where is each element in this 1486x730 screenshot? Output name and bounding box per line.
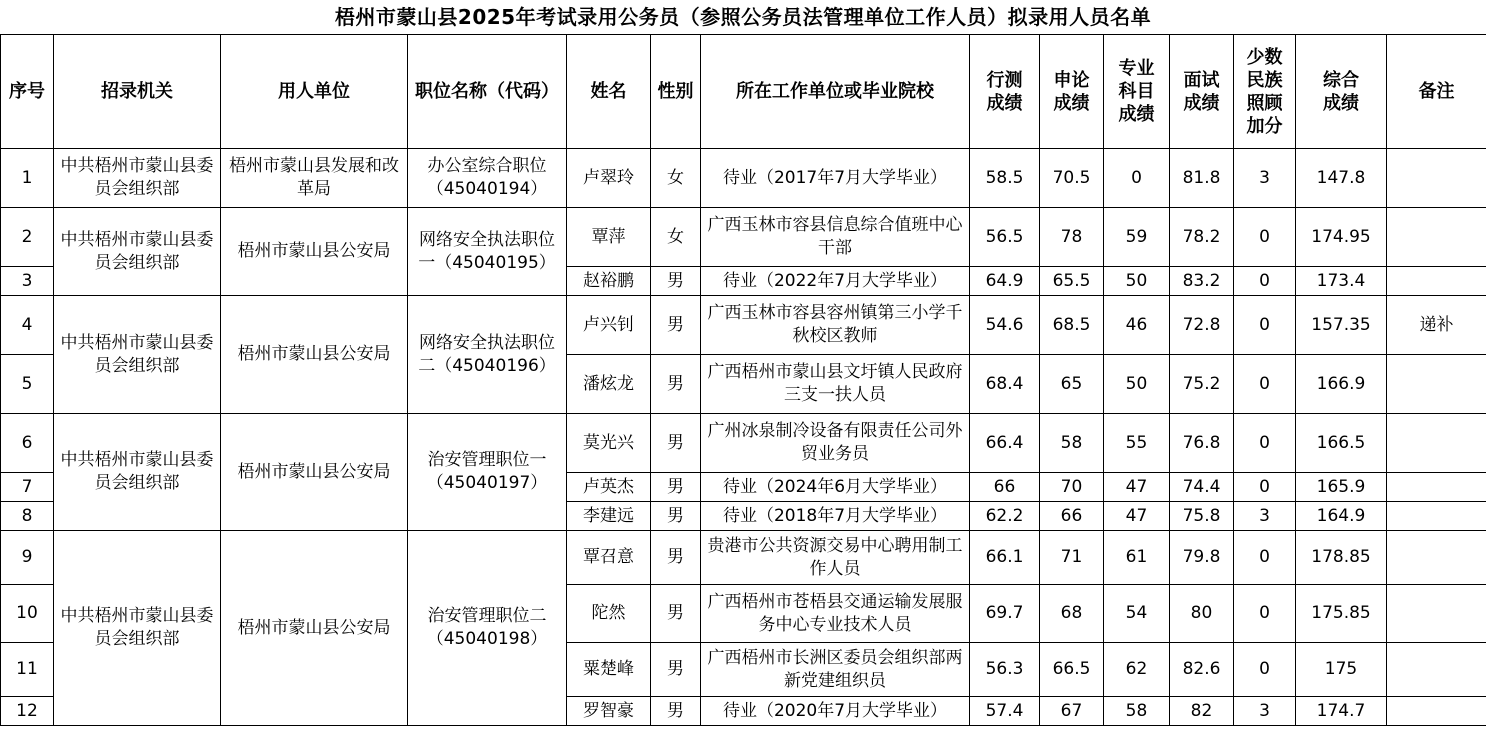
cell-position: 治安管理职位一（45040197）: [408, 414, 567, 531]
table-row: [1, 531, 1486, 585]
header-total: 综合成绩: [1296, 35, 1387, 149]
cell-shenlun: 66.5: [1040, 643, 1104, 697]
cell-interview: 75.8: [1170, 502, 1234, 531]
cell-name: 罗智豪: [567, 697, 651, 726]
header-major: 专业科目成绩: [1104, 35, 1170, 149]
header-school: 所在工作单位或毕业院校: [701, 35, 970, 149]
cell-total: 175: [1296, 643, 1387, 697]
cell-school: 广西梧州市苍梧县交通运输发展服务中心专业技术人员: [701, 585, 970, 643]
cell-remark: [1387, 414, 1486, 473]
cell-school: 广西梧州市长洲区委员会组织部两新党建组织员: [701, 643, 970, 697]
cell-shenlun: 65: [1040, 355, 1104, 414]
cell-remark: [1387, 208, 1486, 267]
cell-seq: 5: [1, 355, 54, 414]
table-row: [1, 296, 1486, 355]
cell-remark: [1387, 149, 1486, 208]
cell-major: 46: [1104, 296, 1170, 355]
header-remark: 备注: [1387, 35, 1486, 149]
cell-xingce: 57.4: [970, 697, 1040, 726]
cell-minority: 3: [1234, 502, 1296, 531]
cell-remark: [1387, 355, 1486, 414]
cell-school: 待业（2018年7月大学毕业）: [701, 502, 970, 531]
cell-shenlun: 67: [1040, 697, 1104, 726]
cell-gender: 男: [651, 414, 701, 473]
cell-position: 办公室综合职位（45040194）: [408, 149, 567, 208]
cell-major: 50: [1104, 355, 1170, 414]
table-row: [1, 208, 1486, 267]
cell-shenlun: 70.5: [1040, 149, 1104, 208]
cell-major: 54: [1104, 585, 1170, 643]
cell-major: 59: [1104, 208, 1170, 267]
cell-shenlun: 70: [1040, 473, 1104, 502]
cell-minority: 0: [1234, 531, 1296, 585]
cell-school: 广西玉林市容县容州镇第三小学千秋校区教师: [701, 296, 970, 355]
cell-agency: 中共梧州市蒙山县委员会组织部: [54, 296, 221, 414]
cell-minority: 3: [1234, 697, 1296, 726]
cell-major: 50: [1104, 267, 1170, 296]
cell-name: 赵裕鹏: [567, 267, 651, 296]
cell-interview: 79.8: [1170, 531, 1234, 585]
cell-agency: 中共梧州市蒙山县委员会组织部: [54, 208, 221, 296]
cell-unit: 梧州市蒙山县公安局: [221, 414, 408, 531]
cell-gender: 男: [651, 585, 701, 643]
cell-major: 47: [1104, 502, 1170, 531]
cell-name: 覃萍: [567, 208, 651, 267]
page-title: 梧州市蒙山县2025年考试录用公务员（参照公务员法管理单位工作人员）拟录用人员名单: [334, 5, 1152, 29]
cell-school: 待业（2022年7月大学毕业）: [701, 267, 970, 296]
cell-unit: 梧州市蒙山县发展和改革局: [221, 149, 408, 208]
cell-position: 治安管理职位二（45040198）: [408, 531, 567, 726]
cell-seq: 4: [1, 296, 54, 355]
cell-gender: 男: [651, 643, 701, 697]
cell-seq: 2: [1, 208, 54, 267]
cell-interview: 78.2: [1170, 208, 1234, 267]
cell-minority: 0: [1234, 414, 1296, 473]
cell-total: 173.4: [1296, 267, 1387, 296]
cell-name: 卢英杰: [567, 473, 651, 502]
cell-interview: 83.2: [1170, 267, 1234, 296]
cell-xingce: 58.5: [970, 149, 1040, 208]
cell-remark: [1387, 643, 1486, 697]
cell-xingce: 68.4: [970, 355, 1040, 414]
cell-interview: 82.6: [1170, 643, 1234, 697]
cell-xingce: 56.3: [970, 643, 1040, 697]
cell-seq: 11: [1, 643, 54, 697]
cell-shenlun: 66: [1040, 502, 1104, 531]
cell-minority: 0: [1234, 296, 1296, 355]
header-unit: 用人单位: [221, 35, 408, 149]
table-row: [1, 149, 1486, 208]
cell-minority: 0: [1234, 473, 1296, 502]
cell-school: 待业（2024年6月大学毕业）: [701, 473, 970, 502]
cell-major: 61: [1104, 531, 1170, 585]
cell-agency: 中共梧州市蒙山县委员会组织部: [54, 414, 221, 531]
cell-seq: 10: [1, 585, 54, 643]
cell-name: 潘炫龙: [567, 355, 651, 414]
header-name: 姓名: [567, 35, 651, 149]
cell-xingce: 64.9: [970, 267, 1040, 296]
cell-interview: 76.8: [1170, 414, 1234, 473]
cell-name: 李建远: [567, 502, 651, 531]
cell-xingce: 69.7: [970, 585, 1040, 643]
cell-gender: 男: [651, 267, 701, 296]
cell-name: 粟楚峰: [567, 643, 651, 697]
cell-shenlun: 68.5: [1040, 296, 1104, 355]
cell-seq: 7: [1, 473, 54, 502]
cell-shenlun: 65.5: [1040, 267, 1104, 296]
cell-name: 莫光兴: [567, 414, 651, 473]
cell-major: 58: [1104, 697, 1170, 726]
cell-total: 166.9: [1296, 355, 1387, 414]
cell-name: 覃召意: [567, 531, 651, 585]
cell-total: 164.9: [1296, 502, 1387, 531]
cell-unit: 梧州市蒙山县公安局: [221, 296, 408, 414]
cell-seq: 8: [1, 502, 54, 531]
cell-gender: 男: [651, 296, 701, 355]
cell-xingce: 66.4: [970, 414, 1040, 473]
cell-gender: 男: [651, 502, 701, 531]
cell-school: 待业（2017年7月大学毕业）: [701, 149, 970, 208]
cell-seq: 12: [1, 697, 54, 726]
cell-remark: [1387, 697, 1486, 726]
cell-name: 陀然: [567, 585, 651, 643]
cell-total: 178.85: [1296, 531, 1387, 585]
cell-total: 165.9: [1296, 473, 1387, 502]
cell-position: 网络安全执法职位一（45040195）: [408, 208, 567, 296]
cell-seq: 3: [1, 267, 54, 296]
cell-gender: 男: [651, 355, 701, 414]
cell-minority: 0: [1234, 267, 1296, 296]
cell-gender: 男: [651, 531, 701, 585]
cell-remark: [1387, 473, 1486, 502]
header-minority: 少数民族照顾加分: [1234, 35, 1296, 149]
cell-school: 广西玉林市容县信息综合值班中心干部: [701, 208, 970, 267]
cell-major: 55: [1104, 414, 1170, 473]
cell-remark: 递补: [1387, 296, 1486, 355]
header-seq: 序号: [1, 35, 54, 149]
cell-major: 0: [1104, 149, 1170, 208]
header-gender: 性别: [651, 35, 701, 149]
cell-gender: 女: [651, 149, 701, 208]
cell-total: 174.95: [1296, 208, 1387, 267]
cell-xingce: 66.1: [970, 531, 1040, 585]
cell-name: 卢兴钊: [567, 296, 651, 355]
cell-school: 广西梧州市蒙山县文圩镇人民政府三支一扶人员: [701, 355, 970, 414]
cell-name: 卢翠玲: [567, 149, 651, 208]
cell-minority: 0: [1234, 585, 1296, 643]
cell-xingce: 66: [970, 473, 1040, 502]
cell-minority: 0: [1234, 355, 1296, 414]
cell-total: 147.8: [1296, 149, 1387, 208]
cell-seq: 1: [1, 149, 54, 208]
cell-interview: 72.8: [1170, 296, 1234, 355]
cell-total: 175.85: [1296, 585, 1387, 643]
cell-remark: [1387, 502, 1486, 531]
cell-total: 166.5: [1296, 414, 1387, 473]
cell-position: 网络安全执法职位二（45040196）: [408, 296, 567, 414]
header-interview: 面试成绩: [1170, 35, 1234, 149]
header-xingce: 行测成绩: [970, 35, 1040, 149]
cell-xingce: 54.6: [970, 296, 1040, 355]
candidate-table: [0, 34, 1486, 726]
cell-xingce: 62.2: [970, 502, 1040, 531]
cell-minority: 0: [1234, 643, 1296, 697]
cell-remark: [1387, 531, 1486, 585]
cell-shenlun: 58: [1040, 414, 1104, 473]
cell-total: 174.7: [1296, 697, 1387, 726]
header-agency: 招录机关: [54, 35, 221, 149]
cell-minority: 0: [1234, 208, 1296, 267]
cell-seq: 9: [1, 531, 54, 585]
cell-major: 62: [1104, 643, 1170, 697]
cell-seq: 6: [1, 414, 54, 473]
header-position: 职位名称（代码）: [408, 35, 567, 149]
header-shenlun: 申论成绩: [1040, 35, 1104, 149]
cell-agency: 中共梧州市蒙山县委员会组织部: [54, 149, 221, 208]
cell-remark: [1387, 267, 1486, 296]
header-row: [1, 35, 1486, 149]
cell-interview: 82: [1170, 697, 1234, 726]
cell-shenlun: 71: [1040, 531, 1104, 585]
cell-school: 贵港市公共资源交易中心聘用制工作人员: [701, 531, 970, 585]
cell-gender: 男: [651, 473, 701, 502]
cell-gender: 男: [651, 697, 701, 726]
cell-interview: 75.2: [1170, 355, 1234, 414]
cell-unit: 梧州市蒙山县公安局: [221, 208, 408, 296]
cell-xingce: 56.5: [970, 208, 1040, 267]
cell-major: 47: [1104, 473, 1170, 502]
cell-total: 157.35: [1296, 296, 1387, 355]
cell-interview: 74.4: [1170, 473, 1234, 502]
table-row: [1, 414, 1486, 473]
cell-gender: 女: [651, 208, 701, 267]
cell-shenlun: 68: [1040, 585, 1104, 643]
cell-agency: 中共梧州市蒙山县委员会组织部: [54, 531, 221, 726]
cell-minority: 3: [1234, 149, 1296, 208]
cell-shenlun: 78: [1040, 208, 1104, 267]
cell-interview: 81.8: [1170, 149, 1234, 208]
cell-remark: [1387, 585, 1486, 643]
cell-interview: 80: [1170, 585, 1234, 643]
cell-unit: 梧州市蒙山县公安局: [221, 531, 408, 726]
cell-school: 待业（2020年7月大学毕业）: [701, 697, 970, 726]
cell-school: 广州冰泉制冷设备有限责任公司外贸业务员: [701, 414, 970, 473]
